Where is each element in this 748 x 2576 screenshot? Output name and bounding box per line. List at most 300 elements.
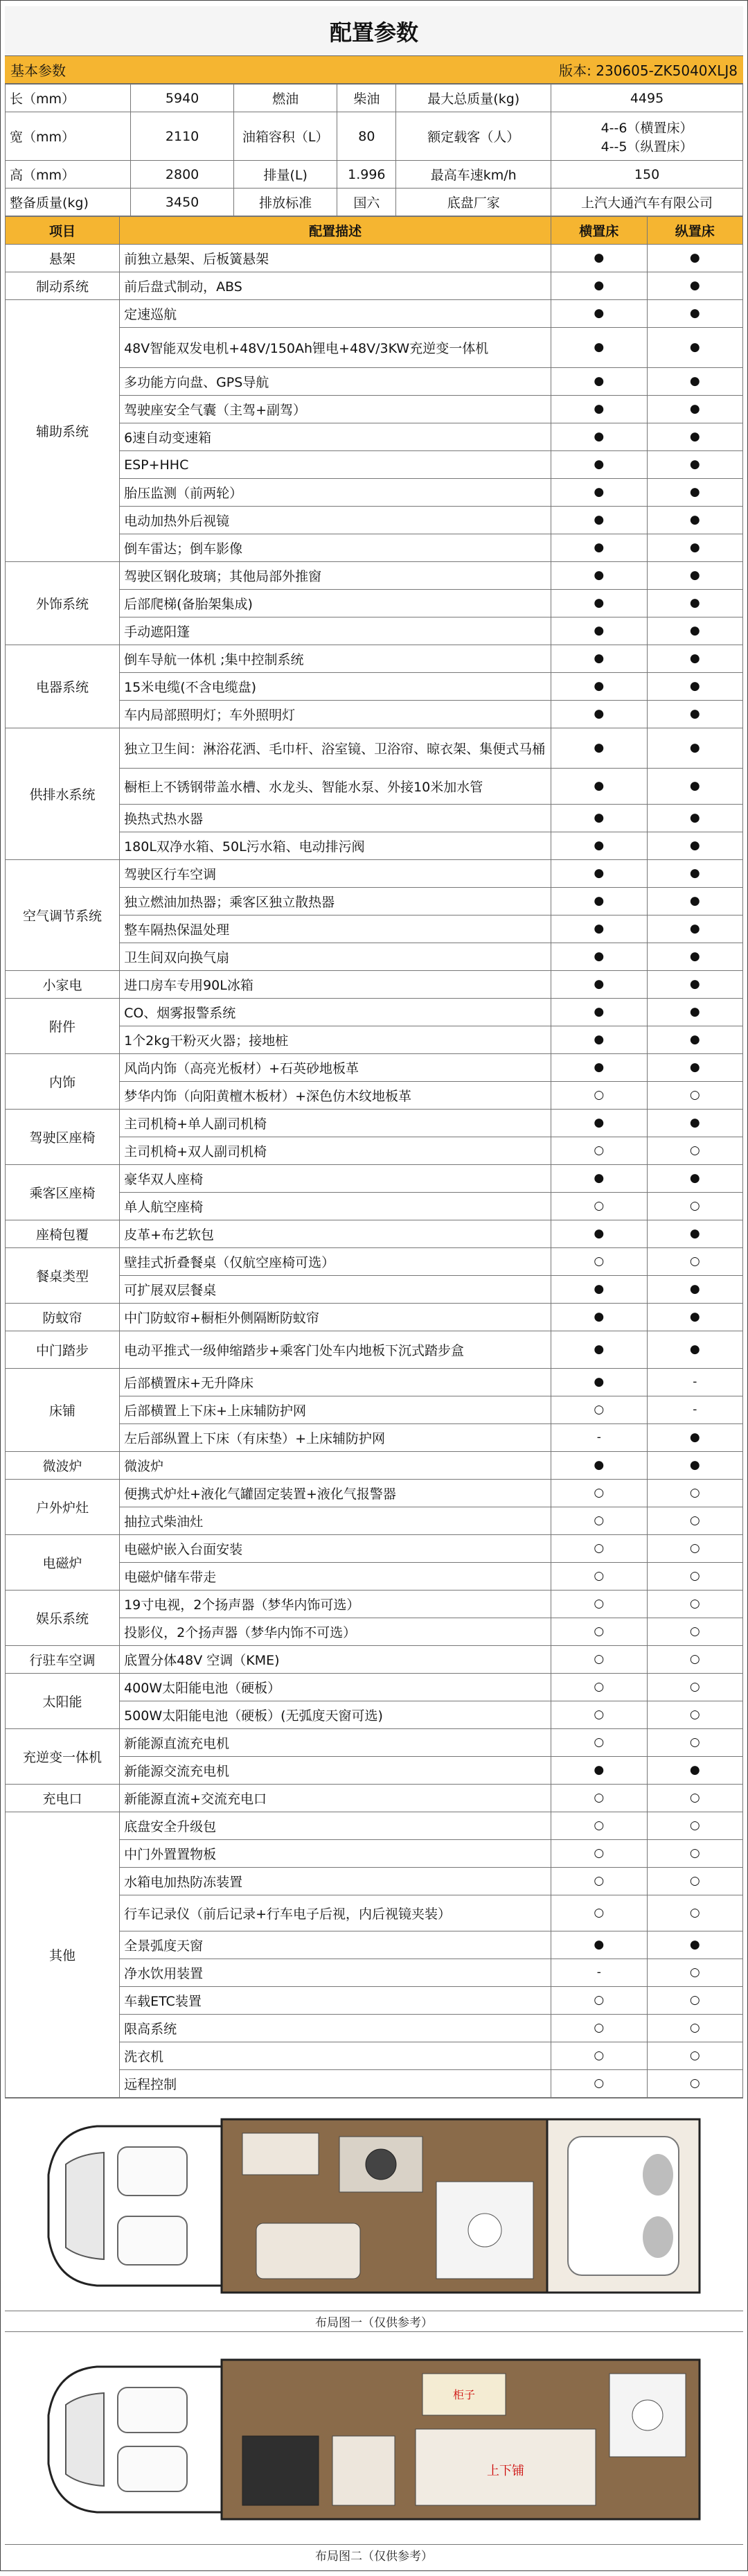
mark-transverse: ○ [551, 1868, 647, 1895]
basic-value: 1.996 [337, 161, 396, 189]
mark-longitudinal: ○ [647, 1674, 742, 1701]
mark-transverse: ● [551, 1304, 647, 1331]
mark-transverse: ○ [551, 1618, 647, 1646]
mark-transverse: ○ [551, 1137, 647, 1165]
mark-transverse: ● [551, 272, 647, 300]
config-desc: 车载ETC装置 [120, 1987, 551, 2015]
mark-longitudinal: ○ [647, 1248, 742, 1276]
config-desc: 净水饮用装置 [120, 1959, 551, 1987]
mark-transverse: ○ [551, 1591, 647, 1618]
mark-longitudinal: ○ [647, 1729, 742, 1757]
config-desc: 车内局部照明灯；车外照明灯 [120, 701, 551, 728]
config-category: 电器系统 [6, 645, 120, 728]
mark-longitudinal: ● [647, 1931, 742, 1959]
config-category: 辅助系统 [6, 300, 120, 562]
config-row [6, 1331, 743, 1369]
mark-transverse: ● [551, 368, 647, 396]
basic-row [6, 85, 743, 112]
mark-transverse: ● [551, 423, 647, 451]
basic-label: 燃油 [234, 85, 337, 112]
config-row [6, 300, 743, 328]
config-desc: 多功能方向盘、GPS导航 [120, 368, 551, 396]
config-desc: 行车记录仪（前后记录+行车电子后视，内后视镜夹装） [120, 1895, 551, 1931]
config-desc: 后部横置床+无升降床 [120, 1369, 551, 1396]
config-desc: 电磁炉嵌入台面安装 [120, 1535, 551, 1563]
config-category: 餐桌类型 [6, 1248, 120, 1304]
config-desc: 电动加热外后视镜 [120, 507, 551, 534]
config-row [6, 1304, 743, 1331]
mark-transverse: ● [551, 860, 647, 888]
config-desc: 新能源直流+交流充电口 [120, 1785, 551, 1812]
basic-value: 3450 [131, 189, 234, 216]
basic-value: 5940 [131, 85, 234, 112]
config-desc: 倒车雷达；倒车影像 [120, 534, 551, 562]
config-row [6, 245, 743, 272]
config-row [6, 1110, 743, 1137]
mark-longitudinal: ● [647, 590, 742, 617]
basic-value: 国六 [337, 189, 396, 216]
basic-label: 整备质量(kg) [6, 189, 131, 216]
config-desc: 1个2kg干粉灭火器；接地桩 [120, 1026, 551, 1054]
config-desc: ESP+HHC [120, 451, 551, 479]
basic-label: 最大总质量(kg) [396, 85, 551, 112]
mark-transverse: ○ [551, 1535, 647, 1563]
config-table [5, 216, 743, 2098]
config-desc: 6速自动变速箱 [120, 423, 551, 451]
config-desc: 梦华内饰（向阳黄檀木板材）+深色仿木纹地板革 [120, 1082, 551, 1110]
mark-transverse: ○ [551, 2070, 647, 2098]
config-row [6, 1480, 743, 1507]
mark-transverse: - [551, 1424, 647, 1452]
cabinet [242, 2133, 319, 2175]
basic-label: 高（mm） [6, 161, 131, 189]
mark-transverse: ○ [551, 1507, 647, 1535]
mark-transverse: ○ [551, 1987, 647, 2015]
config-category: 其他 [6, 1812, 120, 2098]
mark-transverse: ○ [551, 1646, 647, 1674]
mark-transverse: ○ [551, 1563, 647, 1591]
passenger-seat [118, 2216, 187, 2265]
mark-transverse: ● [551, 617, 647, 645]
mark-transverse: ● [551, 805, 647, 832]
mark-transverse: ● [551, 1331, 647, 1369]
mark-transverse: ● [551, 943, 647, 971]
mark-longitudinal: ○ [647, 1618, 742, 1646]
mark-transverse: ○ [551, 1840, 647, 1868]
mark-longitudinal: ○ [647, 1082, 742, 1110]
config-desc: 整车隔热保温处理 [120, 915, 551, 943]
config-desc: 水箱电加热防冻装置 [120, 1868, 551, 1895]
config-category: 附件 [6, 999, 120, 1054]
config-desc: 胎压监测（前两轮） [120, 479, 551, 507]
config-desc: 便携式炉灶+液化气罐固定装置+液化气报警器 [120, 1480, 551, 1507]
config-row [6, 999, 743, 1026]
mark-longitudinal: ● [647, 728, 742, 769]
mark-longitudinal: ● [647, 1424, 742, 1452]
mark-transverse: ● [551, 245, 647, 272]
mark-longitudinal: ○ [647, 1646, 742, 1674]
mark-transverse: ● [551, 451, 647, 479]
mark-transverse: ● [551, 1026, 647, 1054]
mark-longitudinal: ○ [647, 1895, 742, 1931]
config-desc: 48V智能双发电机+48V/150Ah锂电+48V/3KW充逆变一体机 [120, 328, 551, 368]
toilet-icon [468, 2214, 501, 2247]
config-category: 太阳能 [6, 1674, 120, 1729]
config-row [6, 1535, 743, 1563]
mark-longitudinal: ● [647, 507, 742, 534]
config-row [6, 728, 743, 769]
basic-params-table [5, 84, 743, 216]
config-desc: 前后盘式制动，ABS [120, 272, 551, 300]
basic-row [6, 112, 743, 161]
basic-row [6, 161, 743, 189]
config-row [6, 1452, 743, 1480]
mark-transverse: ● [551, 728, 647, 769]
basic-label: 底盘厂家 [396, 189, 551, 216]
mark-transverse: ○ [551, 1082, 647, 1110]
mark-transverse: ● [551, 1452, 647, 1480]
mark-longitudinal: ○ [647, 1507, 742, 1535]
mark-longitudinal: ● [647, 1165, 742, 1193]
mark-longitudinal: ○ [647, 2042, 742, 2070]
mark-longitudinal: ● [647, 534, 742, 562]
mark-transverse: ○ [551, 1193, 647, 1220]
config-desc: 抽拉式柴油灶 [120, 1507, 551, 1535]
mark-longitudinal: ● [647, 943, 742, 971]
config-row [6, 1591, 743, 1618]
config-category: 乘客区座椅 [6, 1165, 120, 1220]
config-category: 充逆变一体机 [6, 1729, 120, 1785]
mark-transverse: ● [551, 888, 647, 915]
mark-longitudinal: ● [647, 300, 742, 328]
mark-longitudinal: ○ [647, 1701, 742, 1729]
mark-transverse: ● [551, 562, 647, 590]
config-row [6, 971, 743, 999]
mark-longitudinal: ● [647, 479, 742, 507]
basic-label: 宽（mm） [6, 112, 131, 161]
mark-longitudinal: ○ [647, 1840, 742, 1868]
mark-longitudinal: ● [647, 805, 742, 832]
mark-transverse: ○ [551, 1396, 647, 1424]
basic-params-label: 基本参数 [10, 62, 66, 79]
config-desc: 独立燃油加热器；乘客区独立散热器 [120, 888, 551, 915]
config-desc: 手动遮阳篷 [120, 617, 551, 645]
config-row [6, 1812, 743, 1840]
config-category: 内饰 [6, 1054, 120, 1110]
layout-1-caption: 布局图一（仅供参考） [5, 2311, 743, 2331]
page-title: 配置参数 [5, 6, 743, 56]
version-label: 版本: 230605-ZK5040XLJ8 [559, 62, 738, 79]
config-row [6, 645, 743, 673]
mark-longitudinal: ● [647, 1331, 742, 1369]
config-desc: 全景弧度天窗 [120, 1931, 551, 1959]
config-desc: 180L双净水箱、50L污水箱、电动排污阀 [120, 832, 551, 860]
config-desc: 电磁炉储车带走 [120, 1563, 551, 1591]
cabinet-label: 柜子 [452, 2388, 476, 2401]
mark-transverse: ○ [551, 1480, 647, 1507]
seat-bench [256, 2223, 360, 2279]
mark-longitudinal: ○ [647, 1812, 742, 1840]
config-desc: 驾驶区钢化玻璃；其他局部外推窗 [120, 562, 551, 590]
basic-label: 额定载客（人） [396, 112, 551, 161]
mark-transverse: ● [551, 1054, 647, 1082]
config-category: 床铺 [6, 1369, 120, 1452]
mark-longitudinal: ● [647, 1304, 742, 1331]
mark-transverse: ○ [551, 1895, 647, 1931]
basic-label: 最高车速km/h [396, 161, 551, 189]
config-desc: 底盘安全升级包 [120, 1812, 551, 1840]
config-row [6, 1369, 743, 1396]
mark-longitudinal: ● [647, 999, 742, 1026]
mark-transverse: ● [551, 1757, 647, 1785]
mark-longitudinal: - [647, 1369, 742, 1396]
config-desc: 主司机椅+单人副司机椅 [120, 1110, 551, 1137]
mark-transverse: ○ [551, 2042, 647, 2070]
config-desc: 洗衣机 [120, 2042, 551, 2070]
mark-longitudinal: ● [647, 673, 742, 701]
config-desc: 卫生间双向换气扇 [120, 943, 551, 971]
mark-longitudinal: ○ [647, 2070, 742, 2098]
config-desc: 微波炉 [120, 1452, 551, 1480]
config-desc: 驾驶座安全气囊（主驾+副驾） [120, 396, 551, 423]
config-row [6, 1729, 743, 1757]
config-desc: 主司机椅+双人副司机椅 [120, 1137, 551, 1165]
config-desc: CO、烟雾报警系统 [120, 999, 551, 1026]
basic-value: 4495 [551, 85, 743, 112]
config-desc: 进口房车专用90L冰箱 [120, 971, 551, 999]
config-header-row [6, 217, 743, 245]
config-desc: 19寸电视，2个扬声器（梦华内饰可选） [120, 1591, 551, 1618]
config-row [6, 272, 743, 300]
config-category: 小家电 [6, 971, 120, 999]
config-row [6, 1785, 743, 1812]
mark-longitudinal: ● [647, 1276, 742, 1304]
config-category: 娱乐系统 [6, 1591, 120, 1646]
basic-params-bar [5, 56, 743, 84]
mark-transverse: ● [551, 673, 647, 701]
mark-transverse: - [551, 1959, 647, 1987]
mark-transverse: ● [551, 507, 647, 534]
header-desc: 配置描述 [120, 217, 551, 245]
floorplan-2-image [14, 2332, 734, 2544]
config-category: 中门踏步 [6, 1331, 120, 1369]
driver-seat [118, 2147, 187, 2196]
config-row [6, 1646, 743, 1674]
config-desc: 500W太阳能电池（硬板）(无弧度天窗可选) [120, 1701, 551, 1729]
mark-transverse: ● [551, 1220, 647, 1248]
mark-longitudinal: ● [647, 396, 742, 423]
config-desc: 风尚内饰（高亮光板材）+石英砂地板革 [120, 1054, 551, 1082]
config-category: 制动系统 [6, 272, 120, 300]
basic-value: 柴油 [337, 85, 396, 112]
mark-longitudinal: ○ [647, 1535, 742, 1563]
sink-icon [366, 2149, 396, 2180]
config-category: 供排水系统 [6, 728, 120, 860]
mark-transverse: ● [551, 396, 647, 423]
config-desc: 后部横置上下床+上床辅防护网 [120, 1396, 551, 1424]
config-desc: 可扩展双层餐桌 [120, 1276, 551, 1304]
mark-transverse: ● [551, 769, 647, 805]
mark-transverse: ● [551, 999, 647, 1026]
mark-longitudinal: ● [647, 272, 742, 300]
mark-longitudinal: ● [647, 701, 742, 728]
mark-transverse: ● [551, 1369, 647, 1396]
config-desc: 新能源直流充电机 [120, 1729, 551, 1757]
mark-transverse: ● [551, 328, 647, 368]
basic-value: 上汽大通汽车有限公司 [551, 189, 743, 216]
config-row [6, 1220, 743, 1248]
mark-longitudinal: ● [647, 423, 742, 451]
config-row [6, 1248, 743, 1276]
config-category: 行驻车空调 [6, 1646, 120, 1674]
layout-diagram-1 [5, 2098, 743, 2331]
mark-transverse: ○ [551, 1812, 647, 1840]
config-category: 防蚊帘 [6, 1304, 120, 1331]
mark-longitudinal: ● [647, 1452, 742, 1480]
mark-longitudinal: ● [647, 368, 742, 396]
mark-longitudinal: ● [647, 245, 742, 272]
config-desc: 驾驶区行车空调 [120, 860, 551, 888]
mark-longitudinal: ● [647, 769, 742, 805]
mark-transverse: ● [551, 915, 647, 943]
mark-transverse: ● [551, 645, 647, 673]
mark-longitudinal: ● [647, 1220, 742, 1248]
layout-diagram-2 [5, 2331, 743, 2565]
config-row [6, 860, 743, 888]
config-desc: 换热式热水器 [120, 805, 551, 832]
config-category: 空气调节系统 [6, 860, 120, 971]
mark-longitudinal: ○ [647, 1563, 742, 1591]
config-row [6, 1054, 743, 1082]
basic-value: 2110 [131, 112, 234, 161]
config-desc: 中门防蚊帘+橱柜外侧隔断防蚊帘 [120, 1304, 551, 1331]
mark-longitudinal: ○ [647, 1193, 742, 1220]
header-item: 项目 [6, 217, 120, 245]
config-desc: 皮革+布艺软包 [120, 1220, 551, 1248]
mark-transverse: ● [551, 701, 647, 728]
mark-transverse: ● [551, 1931, 647, 1959]
mark-transverse: ● [551, 971, 647, 999]
layout-2-caption: 布局图二（仅供参考） [5, 2544, 743, 2565]
config-row [6, 1165, 743, 1193]
basic-value: 4--6（横置床） 4--5（纵置床） [551, 112, 743, 161]
mark-longitudinal: ● [647, 1026, 742, 1054]
config-desc: 投影仪，2个扬声器（梦华内饰不可选） [120, 1618, 551, 1646]
mark-longitudinal: - [647, 1396, 742, 1424]
mark-longitudinal: ○ [647, 1591, 742, 1618]
mark-longitudinal: ● [647, 451, 742, 479]
config-desc: 新能源交流充电机 [120, 1757, 551, 1785]
floorplan-1-image [14, 2099, 734, 2311]
config-desc: 单人航空座椅 [120, 1193, 551, 1220]
config-desc: 电动平推式一级伸缩踏步+乘客门处车内地板下沉式踏步盒 [120, 1331, 551, 1369]
mark-longitudinal: ● [647, 328, 742, 368]
config-row [6, 1674, 743, 1701]
mark-longitudinal: ● [647, 1054, 742, 1082]
basic-value: 80 [337, 112, 396, 161]
mark-longitudinal: ○ [647, 1868, 742, 1895]
config-desc: 底置分体48V 空调（KME) [120, 1646, 551, 1674]
mark-transverse: ○ [551, 1701, 647, 1729]
config-desc: 豪华双人座椅 [120, 1165, 551, 1193]
header-longitudinal-bed: 纵置床 [647, 217, 742, 245]
mark-longitudinal: ○ [647, 2015, 742, 2042]
config-category: 户外炉灶 [6, 1480, 120, 1535]
mark-transverse: ● [551, 1165, 647, 1193]
mark-longitudinal: ● [647, 832, 742, 860]
mark-longitudinal: ● [647, 645, 742, 673]
mark-transverse: ○ [551, 1729, 647, 1757]
mark-transverse: ● [551, 534, 647, 562]
config-category: 充电口 [6, 1785, 120, 1812]
mark-longitudinal: ● [647, 1110, 742, 1137]
config-category: 驾驶区座椅 [6, 1110, 120, 1165]
mark-transverse: ○ [551, 2015, 647, 2042]
basic-label: 排放标准 [234, 189, 337, 216]
mark-longitudinal: ○ [647, 1137, 742, 1165]
config-desc: 远程控制 [120, 2070, 551, 2098]
mark-transverse: ○ [551, 1674, 647, 1701]
basic-value: 2800 [131, 161, 234, 189]
mark-longitudinal: ○ [647, 1987, 742, 2015]
basic-label: 长（mm） [6, 85, 131, 112]
mark-transverse: ○ [551, 1248, 647, 1276]
basic-label: 油箱容积（L） [234, 112, 337, 161]
config-desc: 前独立悬架、后板簧悬架 [120, 245, 551, 272]
config-desc: 后部爬梯(备胎架集成) [120, 590, 551, 617]
basic-label: 排量(L) [234, 161, 337, 189]
header-transverse-bed: 横置床 [551, 217, 647, 245]
mark-longitudinal: ● [647, 915, 742, 943]
mark-longitudinal: ● [647, 1757, 742, 1785]
basic-row [6, 189, 743, 216]
mark-longitudinal: ● [647, 888, 742, 915]
config-desc: 倒车导航一体机 ;集中控制系统 [120, 645, 551, 673]
config-category: 电磁炉 [6, 1535, 120, 1591]
mark-transverse: ○ [551, 1785, 647, 1812]
config-category: 座椅包覆 [6, 1220, 120, 1248]
mark-longitudinal: ○ [647, 1785, 742, 1812]
config-category: 微波炉 [6, 1452, 120, 1480]
config-desc: 400W太阳能电池（硬板） [120, 1674, 551, 1701]
basic-value: 150 [551, 161, 743, 189]
config-row [6, 562, 743, 590]
config-desc: 定速巡航 [120, 300, 551, 328]
mark-longitudinal: ○ [647, 1480, 742, 1507]
mark-longitudinal: ○ [647, 1959, 742, 1987]
mark-transverse: ● [551, 1110, 647, 1137]
config-desc: 中门外置置物板 [120, 1840, 551, 1868]
config-desc: 限高系统 [120, 2015, 551, 2042]
config-desc: 独立卫生间：淋浴花洒、毛巾杆、浴室镜、卫浴帘、晾衣架、集便式马桶 [120, 728, 551, 769]
mark-longitudinal: ● [647, 617, 742, 645]
mark-transverse: ● [551, 832, 647, 860]
mark-transverse: ● [551, 1276, 647, 1304]
config-desc: 15米电缆(不含电缆盘) [120, 673, 551, 701]
bunk-bed-label: 上下铺 [487, 2464, 524, 2478]
config-desc: 壁挂式折叠餐桌（仅航空座椅可选） [120, 1248, 551, 1276]
config-category: 悬架 [6, 245, 120, 272]
mark-longitudinal: ● [647, 860, 742, 888]
mark-longitudinal: ● [647, 971, 742, 999]
mark-transverse: ● [551, 479, 647, 507]
mark-longitudinal: ● [647, 562, 742, 590]
config-desc: 橱柜上不锈钢带盖水槽、水龙头、智能水泵、外接10米加水管 [120, 769, 551, 805]
config-category: 外饰系统 [6, 562, 120, 645]
mark-transverse: ● [551, 300, 647, 328]
mark-transverse: ● [551, 590, 647, 617]
config-desc: 左后部纵置上下床（有床垫）+上床辅防护网 [120, 1424, 551, 1452]
